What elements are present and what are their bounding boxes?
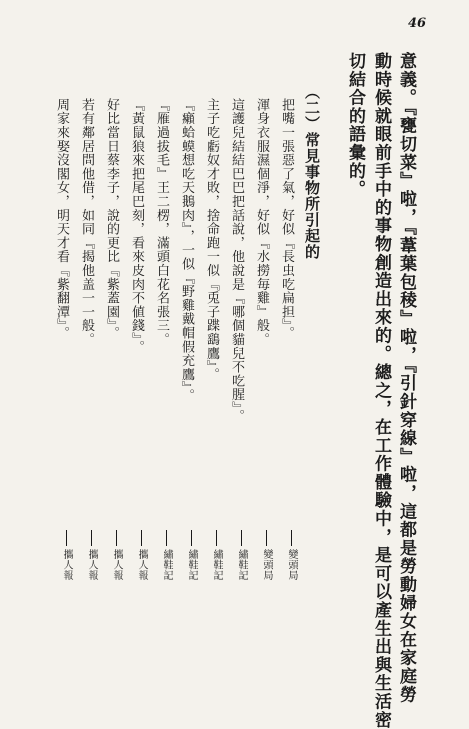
quote-source-3: 繡鞋記	[234, 530, 249, 581]
source-dash	[291, 530, 292, 546]
page-number: 46	[408, 16, 427, 31]
quote-line-5: 『癩蛤蟆想吃天鵝肉』，一似『野雞戴帽假充鷹』。	[179, 98, 194, 403]
source-dash	[266, 530, 267, 546]
source-dash	[216, 530, 217, 546]
source-dash	[66, 530, 67, 546]
quote-source-5: 繡鞋記	[184, 530, 199, 581]
quote-source-4: 繡鞋記	[209, 530, 224, 581]
source-dash	[241, 530, 242, 546]
quote-source-9: 攜人報	[84, 530, 99, 581]
quote-line-3: 這護兒結結巴巴把話說，他說是『哪個貓兒不吃腥』。	[229, 98, 244, 423]
section-heading: （二）常見事物所引起的	[303, 84, 321, 260]
quote-line-10: 周家來娶沒閣女，明天才看『紫翻潭』。	[54, 98, 69, 340]
quote-line-1: 把嘴一張惡了氣，好似『長虫吃扁担』。	[279, 98, 294, 340]
intro-line-2: 動時候就眼前手中的事物創造出來的。總之，在工作體驗中，是可以產生出與生活密	[371, 52, 391, 729]
intro-line-1: 意義。『甕切菜』啦，『葦葉包稜』啦，『引針穿線』啦，這都是勞動婦女在家庭勞	[396, 52, 416, 704]
source-dash	[166, 530, 167, 546]
intro-line-3: 切結合的語彙的。	[345, 52, 365, 199]
quote-source-2: 變頭局	[259, 530, 274, 581]
source-dash	[191, 530, 192, 546]
source-dash	[91, 530, 92, 546]
source-dash	[141, 530, 142, 546]
quote-source-10: 攜人報	[59, 530, 74, 581]
quote-source-6: 繡鞋記	[159, 530, 174, 581]
quote-line-4: 主子吃虧奴才敗，捨命跑一似『兎子蹀鷂鷹』。	[204, 98, 219, 382]
quote-source-8: 攜人報	[109, 530, 124, 581]
quote-line-6: 『雁過拔毛』王二楞，滿頭白花名張三。	[154, 98, 169, 347]
source-dash	[116, 530, 117, 546]
quote-line-2: 渾身衣服濕個淨，好似『水撈毎雞』般。	[254, 98, 269, 347]
quote-source-1: 變頭局	[284, 530, 299, 581]
quote-line-8: 好比當日蔡李子，說的更比『紫蓋園』。	[104, 98, 119, 340]
quote-line-9: 若有鄰居問他借，如同『揭他盖一一般。	[79, 98, 94, 347]
quote-source-7: 攜人報	[134, 530, 149, 581]
quote-line-7: 『黃鼠狼來把尾巴刻，看來皮肉不値錢』。	[129, 98, 144, 354]
